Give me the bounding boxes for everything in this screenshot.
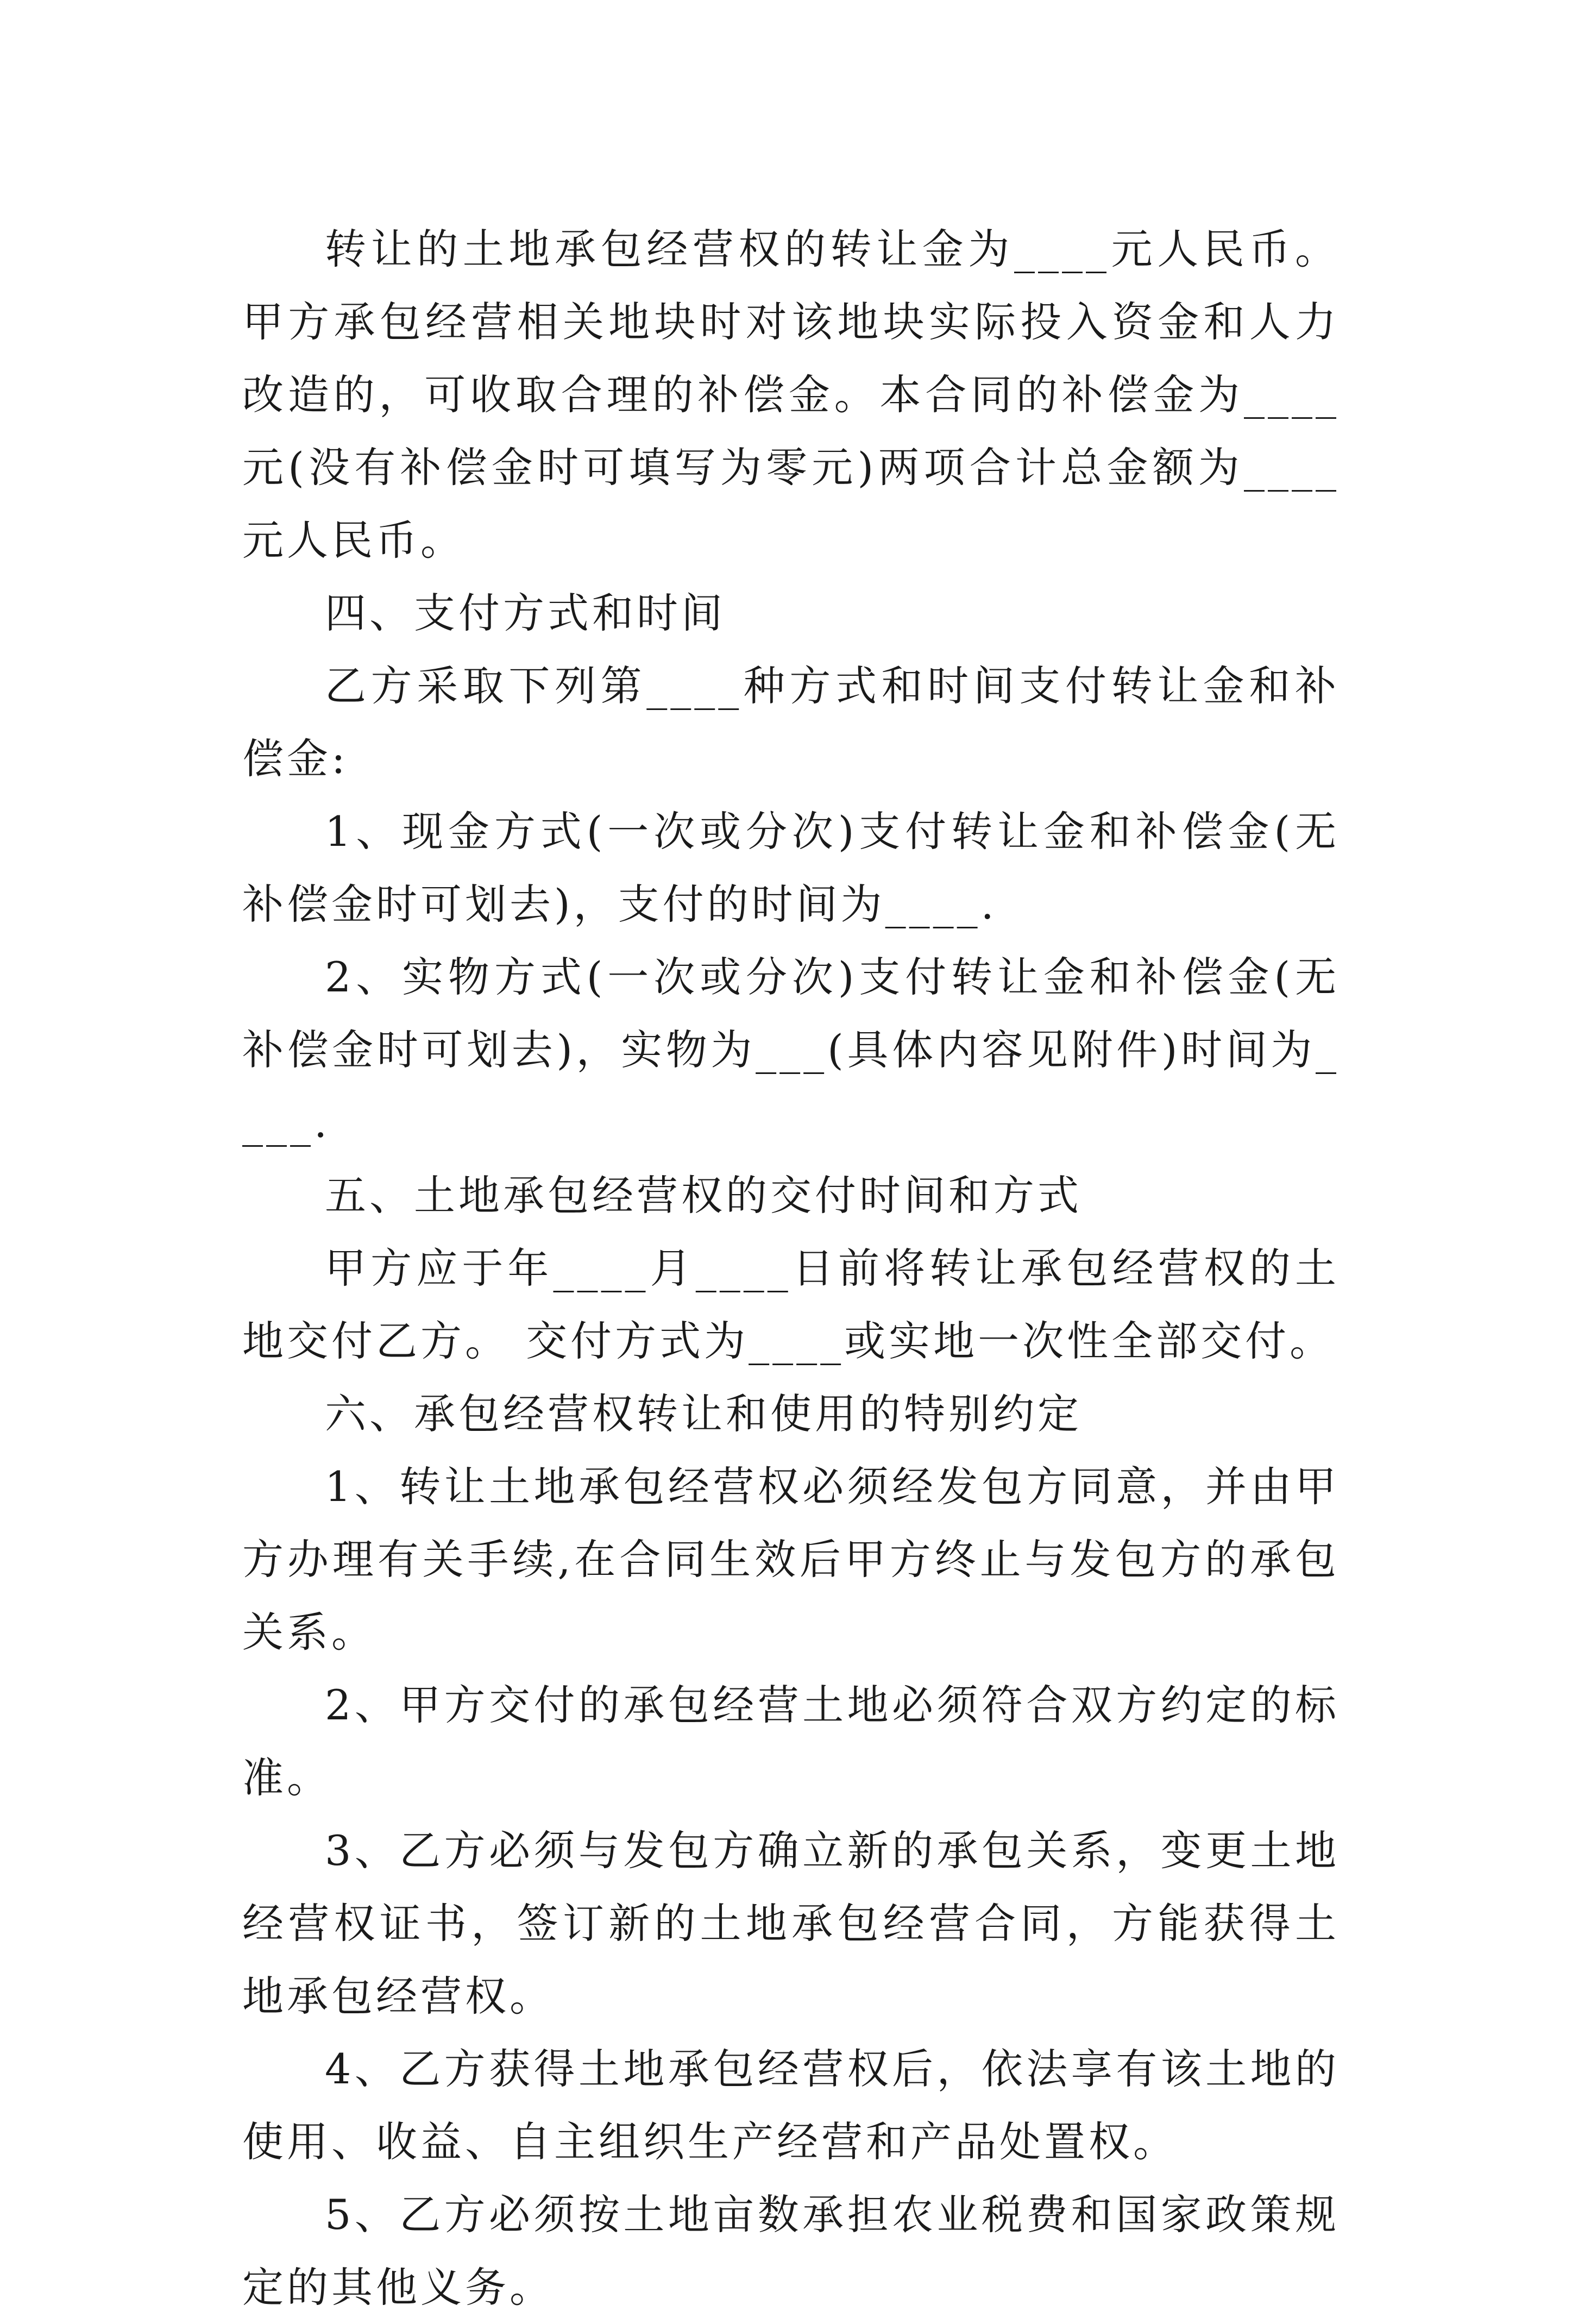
paragraph-in-kind-payment: 2、实物方式(一次或分次)支付转让金和补偿金(无补偿金时可划去)，实物为___(具体内容见附件)时间为____. bbox=[242, 953, 1340, 1147]
paragraph-term-1: 1、转让土地承包经营权必须经发包方同意，并由甲方办理有关手续,在合同生效后甲方终止与发包方的承包关系。 bbox=[242, 1462, 1340, 1656]
paragraph-term-3: 3、乙方必须与发包方确立新的承包关系，变更土地经营权证书，签订新的土地承包经营合同，方能获得土地承包经营权。 bbox=[242, 1826, 1340, 2020]
section-heading-special-terms: 六、承包经营权转让和使用的特别约定 bbox=[325, 1390, 1082, 1438]
paragraph-term-2: 2、甲方交付的承包经营土地必须符合双方约定的标准。 bbox=[242, 1681, 1340, 1802]
section-heading-delivery: 五、土地承包经营权的交付时间和方式 bbox=[325, 1171, 1082, 1220]
paragraph-term-5: 5、乙方必须按土地亩数承担农业税费和国家政策规定的其他义务。 bbox=[242, 2190, 1340, 2312]
paragraph-delivery-terms: 甲方应于年____月____日前将转让承包经营权的土地交付乙方。 交付方式为____或实地一次性全部交付。 bbox=[242, 1244, 1340, 1365]
section-heading-payment: 四、支付方式和时间 bbox=[325, 589, 726, 637]
paragraph-term-4: 4、乙方获得土地承包经营权后，依法享有该土地的使用、收益、自主组织生产经营和产品处置权。 bbox=[242, 2045, 1340, 2166]
paragraph-cash-payment: 1、现金方式(一次或分次)支付转让金和补偿金(无补偿金时可划去)，支付的时间为____. bbox=[242, 807, 1340, 928]
paragraph-transfer-fee: 转让的土地承包经营权的转让金为____元人民币。甲方承包经营相关地块时对该地块实际投入资金和人力改造的，可收取合理的补偿金。本合同的补偿金为____元(没有补偿金时可填写为零元)两项合计总金额为____元人民币。 bbox=[242, 225, 1340, 564]
paragraph-payment-choice: 乙方采取下列第____种方式和时间支付转让金和补偿金: bbox=[242, 662, 1340, 783]
contract-text-body bbox=[242, 213, 1340, 2324]
